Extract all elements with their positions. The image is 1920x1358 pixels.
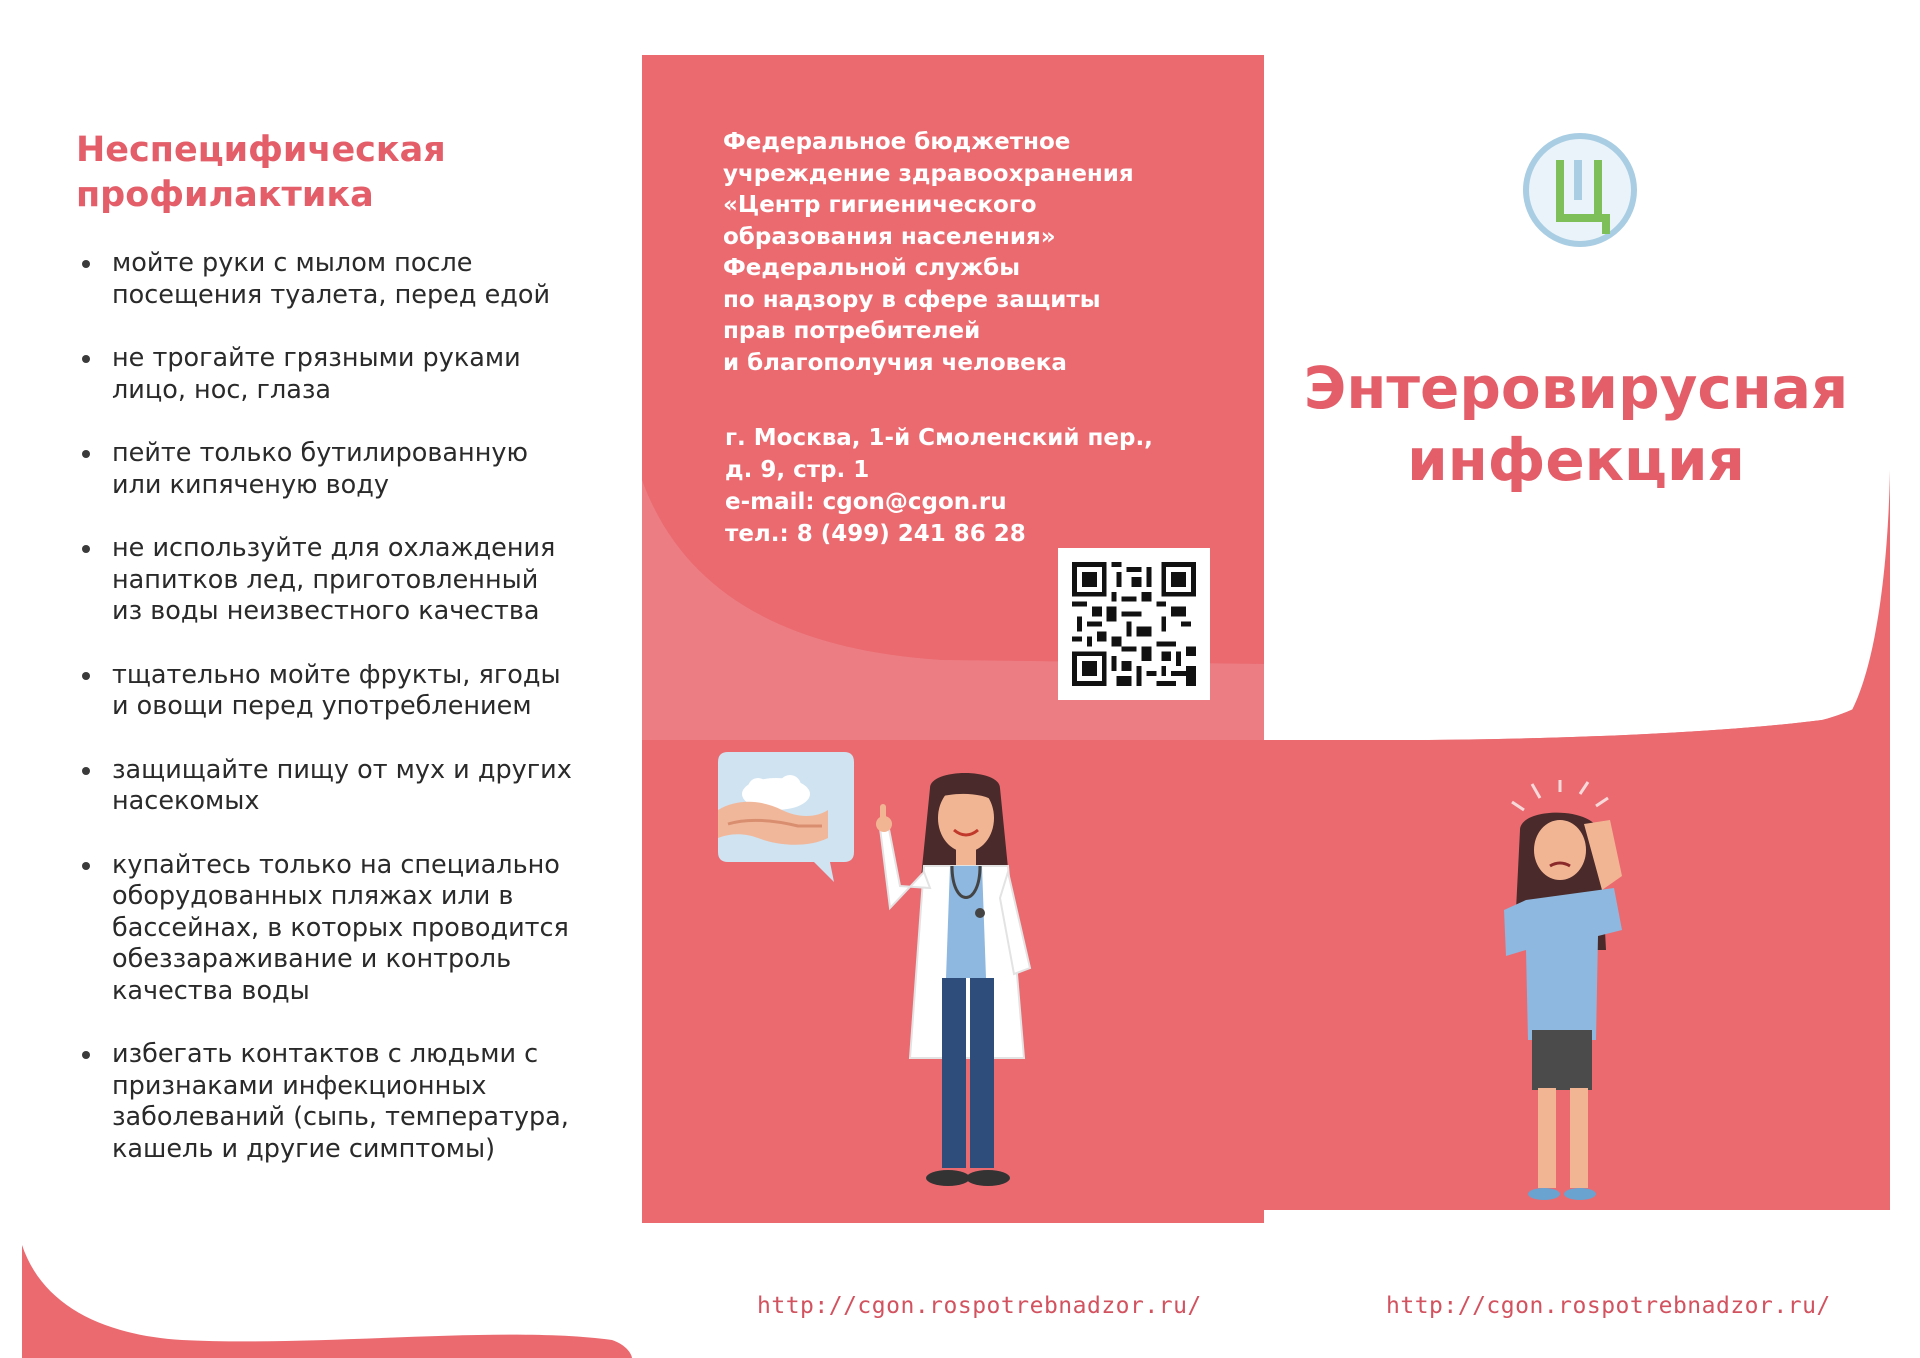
prevention-item xyxy=(78,755,598,818)
bullet-icon xyxy=(82,260,90,268)
prevention-item xyxy=(78,850,598,1008)
prevention-item-text: избегать контактов с людьми с признаками инфекционных заболеваний (сыпь, температура, кашель и другие симптомы) xyxy=(112,1039,569,1164)
prevention-item xyxy=(78,248,598,311)
left-corner-wave xyxy=(22,1245,632,1358)
bullet-icon xyxy=(82,672,90,680)
bullet-icon xyxy=(82,355,90,363)
email-text[interactable]: e-mail: cgon@cgon.ru xyxy=(725,489,1007,515)
address-line: д. 9, стр. 1 xyxy=(725,457,870,483)
prevention-item-text: купайтесь только на специально оборудованных пляжах или в бассейнах, в которых проводится обеззараживание и контроль качества воды xyxy=(112,849,569,1006)
prevention-item-text: пейте только бутилированную или кипяченую воду xyxy=(112,438,528,500)
prevention-item xyxy=(78,438,598,501)
bullet-icon xyxy=(82,450,90,458)
prevention-title: Неспецифическая профилактика xyxy=(76,130,446,215)
prevention-item-text: не трогайте грязными руками лицо, нос, глаза xyxy=(112,343,521,405)
bullet-icon xyxy=(82,862,90,870)
bullet-icon xyxy=(82,545,90,553)
doctor-illustration xyxy=(870,768,1080,1208)
prevention-item-text: мойте руки с мылом после посещения туалета, перед едой xyxy=(112,248,551,310)
cgon-logo-icon xyxy=(1520,130,1640,250)
right-wave-edge xyxy=(1262,470,1890,760)
bullet-icon xyxy=(82,767,90,775)
phone-text[interactable]: тел.: 8 (499) 241 86 28 xyxy=(725,521,1026,547)
qr-code-graphic xyxy=(1072,562,1196,686)
handwash-bubble-icon xyxy=(718,752,854,882)
prevention-item-text: тщательно мойте фрукты, ягоды и овощи перед употреблением xyxy=(112,659,561,721)
prevention-list xyxy=(78,248,598,1197)
prevention-item-text: защищайте пищу от мух и других насекомых xyxy=(112,754,572,816)
prevention-item-text: не используйте для охлаждения напитков лед, приготовленный из воды неизвестного качества xyxy=(112,533,556,626)
website-link-right[interactable]: http://cgon.rospotrebnadzor.ru/ xyxy=(1386,1293,1831,1319)
contact-block xyxy=(725,422,1225,550)
prevention-item xyxy=(78,343,598,406)
address-line: г. Москва, 1-й Смоленский пер., xyxy=(725,425,1153,451)
qr-code-icon[interactable] xyxy=(1058,548,1210,700)
prevention-item xyxy=(78,1039,598,1165)
prevention-item xyxy=(78,660,598,723)
main-title-line: инфекция xyxy=(1407,426,1745,494)
bullet-icon xyxy=(82,1051,90,1059)
sick-girl-illustration xyxy=(1480,780,1650,1220)
website-link-center[interactable]: http://cgon.rospotrebnadzor.ru/ xyxy=(757,1293,1202,1319)
organization-name: Федеральное бюджетное учреждение здравоохранения «Центр гигиенического образования населения» Федеральной службы по надзору в сфере защиты прав потребителей и благополучия человека xyxy=(723,129,1134,376)
main-title xyxy=(1262,352,1890,496)
main-title-line: Энтеровирусная xyxy=(1303,354,1849,422)
prevention-item xyxy=(78,533,598,628)
